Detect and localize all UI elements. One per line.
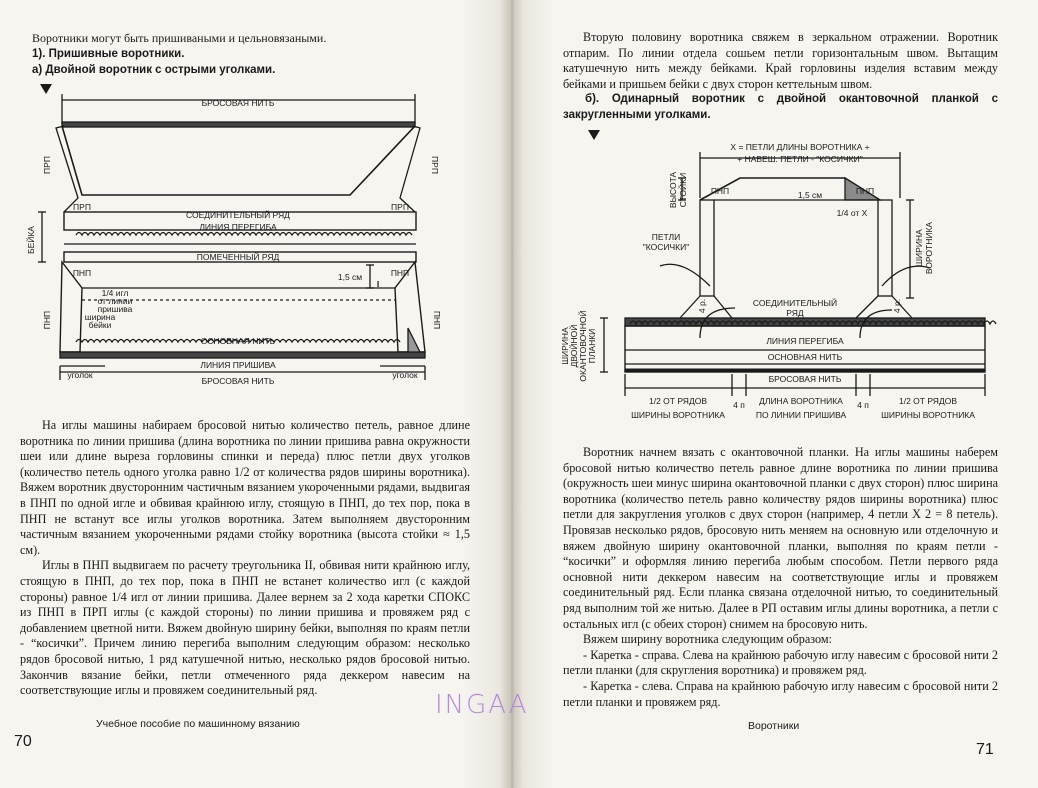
d-prp-side-r: ПРП — [430, 156, 440, 174]
rd-length-1: ДЛИНА ВОРОТНИКА — [759, 396, 843, 406]
rd-band-2: ДВОЙНОЙ — [569, 324, 579, 368]
left-diagram — [20, 90, 450, 390]
d-prp-side-l: ПРП — [42, 156, 52, 174]
d-corner-right: уголок — [392, 370, 418, 380]
rd-joining-2: РЯД — [786, 308, 804, 318]
left-footer: Учебное пособие по машинному вязанию — [96, 718, 300, 730]
rd-formula-2: + НАВЕШ. ПЕТЛИ - "КОСИЧКИ" — [737, 154, 863, 164]
right-footer: Воротники — [748, 720, 800, 732]
right-top — [563, 30, 998, 124]
left-body — [20, 418, 470, 699]
d-pnp-right: ПНП — [390, 268, 410, 278]
rd-loops-2: "КОСИЧКИ" — [642, 242, 690, 252]
d-bottom-waste: БРОСОВАЯ НИТЬ — [201, 376, 275, 386]
d-cm: 1,5 см — [337, 272, 363, 282]
d-main-yarn: ОСНОВНАЯ НИТЬ — [200, 336, 276, 346]
rd-pnp-r: ПНП — [855, 186, 875, 196]
d-marked-row: ПОМЕЧЕННЫЙ РЯД — [196, 252, 280, 262]
d-pnp-side-r: ПНП — [432, 310, 442, 330]
right-body — [563, 445, 998, 710]
rd-joining-1: СОЕДИНИТЕЛЬНЫЙ — [752, 298, 838, 308]
left-page-number: 70 — [14, 733, 32, 750]
d-width-2: бейки — [88, 320, 112, 330]
rd-cm: 1,5 см — [797, 190, 823, 200]
rd-4r-r: 4 р. — [892, 298, 902, 314]
d-seam-line: ЛИНИЯ ПРИШИВА — [200, 360, 276, 370]
right-top-paragraph: Вторую половину воротника свяжем в зеркальном отражении. Воротник отпарим. По линии отдела сошьем петли горизонтальным швом. Вытащим катушечную нить между бейками. Край горловины изделия вставим между бейками и пришьем бейки с двух сторон кеттельным швом. — [563, 30, 998, 91]
rd-band-1: ШИРИНА — [560, 327, 570, 365]
rd-cw-2: ВОРОТНИКА — [924, 221, 934, 275]
left-paragraph-2: Иглы в ПНП выдвигаем по расчету треугольника II, обвивая нити крайнюю иглу, стоящую в ПНП, до тех пор, пока в ПНП не встанет количество игл (с каждой стороны) равное 1/4 игл от линии пришива. Далее вернем за 2 хода каретки СПОКС из ПНП в ПРП иглы (с каждой стороны) по линии пришива и провяжем ряд с добавлением цветной нити. Вяжем двойную ширину бейки, выполняя по краям петли - “косички”. Причем линию перегиба выполним следующим образом: несколько рядов бросовой нитью, 1 ряд катушечной нитью, несколько рядов бросовой нитью. Закончив вязание бейки, петли отмеченного ряда деккером навесим на соответствующие иглы и провяжем соединительный ряд. — [20, 558, 470, 698]
rd-4r-l: 4 р. — [697, 298, 707, 314]
d-roman: I — [376, 279, 380, 289]
right-paragraph-1: Воротник начнем вязать с окантовочной планки. На иглы машины наберем бросовой нитью количество петель равное длине воротника по линии пришива (окружность шеи минус ширина окантовочной планки с двух сторон) плюс ширина воротника (количество петель равно количеству рядов ширины воротника) плюс петли для закругления уголков с двух сторон (например, 4 петли X 2 = 8 петель). Провязав несколько рядов, бросовую нить меняем на основную или отделочную и вяжем двойную ширину окантовочной планки, выполняя по краям петли - “косички” и оформляя линию перегиба любым способом. Петли первого ряда основной нити деккером навесим на соответствующие иглы и провяжем соединительный ряд. Если планка связана отделочной нитью, то соединительный ряд выполним той же нитью. Далее в РП оставим иглы длины воротника, а петли с остальных игл (с обеих сторон) снимем на бросовую нить. — [563, 445, 998, 631]
rd-formula-1: X = ПЕТЛИ ДЛИНЫ ВОРОТНИКА + — [730, 142, 870, 152]
rd-stand-2: СТОЙКИ — [678, 172, 688, 208]
d-side: БЕЙКА — [26, 226, 36, 254]
d-prp-right: ПРП — [391, 202, 409, 212]
rd-half-1-l: 1/2 ОТ РЯДОВ — [648, 396, 708, 406]
d-top-waste: БРОСОВАЯ НИТЬ — [201, 98, 275, 108]
d-quarter-2: от линии — [97, 296, 133, 306]
rd-loops-1: ПЕТЛИ — [651, 232, 681, 242]
rd-cw-1: ШИРИНА — [914, 229, 924, 267]
right-paragraph-3: - Каретка - справа. Слева на крайнюю рабочую иглу навесим с бросовой нити 2 петли планки (для скругления воротника) и провяжем ряд. — [563, 647, 998, 678]
rd-quarter-x: 1/4 от X — [836, 208, 868, 218]
right-diagram — [560, 138, 1000, 428]
d-pnp-left: ПНП — [72, 268, 92, 278]
rd-pnp-l: ПНП — [710, 186, 730, 196]
d-quarter-3: пришива — [97, 304, 133, 314]
watermark: INGAA — [435, 690, 529, 720]
d-corner-left: уголок — [67, 370, 93, 380]
d-quarter-1: 1/4 игл — [101, 288, 129, 298]
left-paragraph-1: На иглы машины набираем бросовой нитью количество петель, равное длине воротника по линии пришива (длина воротника по линии пришива равна окружности шеи или длине выреза горловины спинки и переда) плюс петли двух уголков (количество петель одного уголка равно 1/2 от количества рядов ширины воротника). Вяжем воротник двусторонним частичным вязанием укороченными рядами, выдвигая в ПНП по одной игле и обвивая крайнюю иглу, стоящую в ПНП, до тех пор, пока в ПНП не встанут все иглы уголков воротника. Затем выполняем двусторонним частичным вязанием укороченными рядами стойку воротника (высота стойки ≈ 1,5 см). — [20, 418, 470, 557]
d-prp-left: ПРП — [73, 202, 91, 212]
right-paragraph-4: - Каретка - слева. Справа на крайнюю рабочую иглу навесим с бросовой нити 2 петли планки и провяжем ряд. — [563, 678, 998, 709]
d-joining-row: СОЕДИНИТЕЛЬНЫЙ РЯД — [186, 210, 290, 220]
book-gutter — [500, 0, 524, 788]
rd-half-2-l: ШИРИНЫ ВОРОТНИКА — [631, 410, 725, 420]
rd-band-4: ПЛАНКИ — [587, 328, 597, 364]
d-pnp-side-l: ПНП — [42, 310, 52, 330]
heading-sewn-collars: 1). Пришивные воротники. — [32, 48, 185, 60]
d-width-1: ширина — [84, 312, 116, 322]
right-paragraph-2: Вяжем ширину воротника следующим образом: — [583, 632, 833, 647]
heading-single-collar: б). Одинарный воротник с двойной окантовочной планкой с закругленными уголками. — [563, 93, 998, 121]
rd-4p-r: 4 п — [857, 400, 869, 410]
d-fold-line: ЛИНИЯ ПЕРЕГИБА — [199, 222, 277, 232]
rd-fold: ЛИНИЯ ПЕРЕГИБА — [766, 336, 844, 346]
rd-4p-l: 4 п — [733, 400, 745, 410]
intro-line: Воротники могут быть пришиваными и цельновязаными. — [32, 31, 327, 45]
rd-band-3: ОКАНТОВОЧНОЙ — [578, 310, 588, 382]
heading-double-collar: а) Двойной воротник с острыми уголками. — [32, 64, 276, 76]
rd-half-1-r: 1/2 ОТ РЯДОВ — [898, 396, 958, 406]
rd-stand-1: ВЫСОТА — [668, 171, 678, 209]
left-intro — [32, 30, 372, 78]
right-page-number: 71 — [976, 741, 994, 758]
rd-half-2-r: ШИРИНЫ ВОРОТНИКА — [881, 410, 975, 420]
rd-main: ОСНОВНАЯ НИТЬ — [767, 352, 843, 362]
rd-waste: БРОСОВАЯ НИТЬ — [768, 374, 842, 384]
rd-length-2: ПО ЛИНИИ ПРИШИВА — [755, 410, 847, 420]
